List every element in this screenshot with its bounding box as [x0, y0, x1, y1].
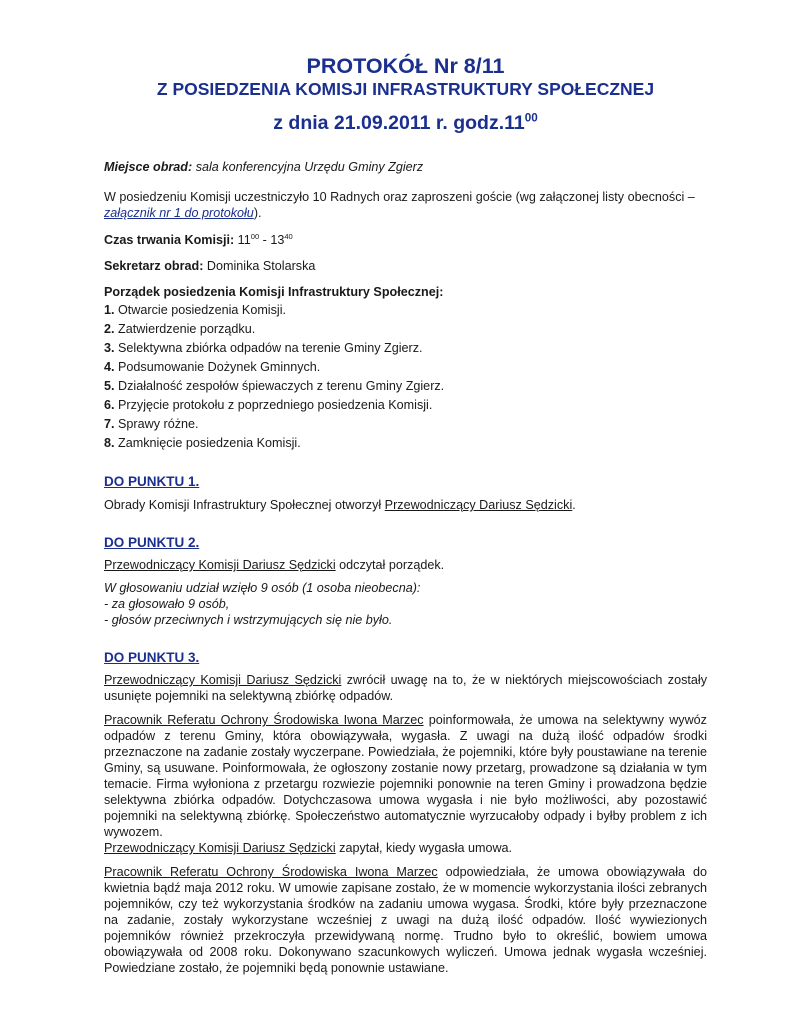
- duration-label: Czas trwania Komisji:: [104, 233, 235, 247]
- agenda-item-number: 5.: [104, 379, 115, 393]
- section-heading-point-3: DO PUNKTU 3.: [104, 650, 200, 665]
- point3-paragraph-3: [104, 840, 707, 856]
- vote-result: [104, 580, 707, 628]
- paragraph-text: zapytał, kiedy wygasła umowa.: [335, 841, 513, 855]
- section-heading-point-2: DO PUNKTU 2.: [104, 535, 200, 550]
- speaker-name: Pracownik Referatu Ochrony Środowiska Iwona Marzec: [104, 865, 438, 879]
- agenda-item: [104, 377, 707, 396]
- agenda-item-number: 1.: [104, 303, 115, 317]
- agenda-item-text: Selektywna zbiórka odpadów na terenie Gminy Zgierz.: [118, 341, 423, 355]
- date-superscript: 00: [524, 111, 538, 125]
- point2-paragraph: [104, 557, 707, 573]
- duration-line: [104, 232, 707, 248]
- agenda-item: [104, 415, 707, 434]
- location-line: [104, 159, 707, 175]
- agenda-item-text: Działalność zespołów śpiewaczych z terenu Gminy Zgierz.: [118, 379, 445, 393]
- agenda-item: [104, 301, 707, 320]
- agenda-item-text: Sprawy różne.: [118, 417, 199, 431]
- agenda-item: [104, 434, 707, 453]
- date-text: z dnia 21.09.2011 r. godz.11: [273, 112, 525, 134]
- secretary-value: Dominika Stolarska: [206, 259, 316, 273]
- agenda-item-text: Zatwierdzenie porządku.: [118, 322, 256, 336]
- paragraph-text: poinformowała, że umowa na selektywny wywóz odpadów z terenu Gminy, która obowiązywała, wygasła. Z uwagi na dużą ilość odpadów środki przeznaczone na zadanie zostały wyczerpane. Powiedziała, że pojemniki, które były poustawiane na terenie Gminy, są usuwane. Poinformowała, że ogłoszony zostanie nowy przetarg, prowadzone są działania w tym temacie. Firma wyłoniona z przetargu rozwiezie pojemniki ponownie na teren Gminy i prowadzona będzie selektywna zbiórka odpadów. Dotychczasowa umowa wygasła i nie było możliwości, aby pozostawić pojemniki na selektywną zbiórkę. Społeczeństwo automatycznie wyrzucałoby odpady i byłby problem z ich wywozem.: [104, 713, 707, 839]
- attendance-text: W posiedzeniu Komisji uczestniczyło 10 Radnych oraz zaproszeni goście (wg załączonej listy obecności –: [104, 190, 695, 204]
- vote-line: - głosów przeciwnych i wstrzymujących się nie było.: [104, 613, 393, 627]
- agenda-item-number: 6.: [104, 398, 115, 412]
- vote-line: - za głosowało 9 osób,: [104, 597, 230, 611]
- attendance-paragraph: [104, 189, 707, 221]
- duration-start-sup: 00: [250, 231, 260, 241]
- vote-line: W głosowaniu udział wzięło 9 osób (1 osoba nieobecna):: [104, 581, 421, 595]
- agenda-item: [104, 320, 707, 339]
- agenda-item-text: Podsumowanie Dożynek Gminnych.: [118, 360, 321, 374]
- agenda-heading: [104, 284, 707, 300]
- section-heading-point-1: DO PUNKTU 1.: [104, 474, 200, 489]
- paragraph-text: zwrócił uwagę na to, że w niektórych miejscowościach zostały usunięte pojemniki na selektywną zbiórkę odpadów.: [104, 673, 708, 703]
- protocol-subtitle: Z POSIEDZENIA KOMISJI INFRASTRUKTURY SPOŁECZNEJ: [156, 79, 655, 99]
- agenda-item-number: 8.: [104, 436, 115, 450]
- attendance-end: ).: [253, 206, 262, 220]
- agenda-item: [104, 339, 707, 358]
- point2-text: odczytał porządek.: [335, 558, 445, 572]
- agenda-item-text: Przyjęcie protokołu z poprzedniego posiedzenia Komisji.: [118, 398, 433, 412]
- speaker-name: Przewodniczący Dariusz Sędzicki: [384, 498, 573, 512]
- agenda-item-number: 3.: [104, 341, 115, 355]
- speaker-name: Pracownik Referatu Ochrony Środowiska Iwona Marzec: [104, 713, 424, 727]
- speaker-name: Przewodniczący Komisji Dariusz Sędzicki: [104, 558, 336, 572]
- agenda-heading-text: Porządek posiedzenia Komisji Infrastruktury Społecznej:: [104, 285, 444, 299]
- point1-end: .: [572, 498, 576, 512]
- location-value: sala konferencyjna Urzędu Gminy Zgierz: [195, 160, 424, 174]
- point3-paragraph-2: [104, 712, 707, 840]
- attachment-link[interactable]: załącznik nr 1 do protokołu: [104, 206, 254, 220]
- duration-end-sup: 40: [284, 231, 293, 241]
- agenda-item-number: 2.: [104, 322, 115, 336]
- agenda-item-number: 4.: [104, 360, 115, 374]
- point1-paragraph: [104, 497, 707, 513]
- point3-paragraph-4: [104, 864, 707, 976]
- duration-start: 11: [237, 233, 251, 247]
- secretary-line: [104, 258, 707, 274]
- point1-text: Obrady Komisji Infrastruktury Społecznej otworzył: [104, 498, 385, 512]
- duration-separator: - 13: [259, 233, 285, 247]
- agenda-item-text: Zamknięcie posiedzenia Komisji.: [118, 436, 301, 450]
- agenda-item-number: 7.: [104, 417, 115, 431]
- agenda-list: [104, 301, 707, 453]
- point3-paragraph-1: [104, 672, 707, 704]
- location-label: Miejsce obrad:: [104, 160, 193, 174]
- protocol-title: PROTOKÓŁ Nr 8/11: [306, 54, 505, 78]
- protocol-date: [104, 112, 707, 135]
- paragraph-text: odpowiedziała, że umowa obowiązywała do kwietnia bądź maja 2012 roku. W umowie zapisane zostało, że w momencie wykorzystania ilości zebranych pojemników, czy też wykorzystania środków na zadaniu umowa wygasa. Środki, które były przeznaczone na zadanie, zostały wykorzystane wcześniej z uwagi na dużą ilość odpadów. Ilość wywiezionych pojemników również przekroczyła przewidywaną normę. Trudno było to określić, bowiem umowa obowiązywała od 2008 roku. Dokonywano szacunkowych wyliczeń. Umowa jednak wygasła wcześniej. Powiedziane zostało, że pojemniki będą ponownie ustawiane.: [104, 865, 707, 975]
- speaker-name: Przewodniczący Komisji Dariusz Sędzicki: [104, 673, 342, 687]
- agenda-item-text: Otwarcie posiedzenia Komisji.: [118, 303, 287, 317]
- speaker-name: Przewodniczący Komisji Dariusz Sędzicki: [104, 841, 336, 855]
- agenda-item: [104, 358, 707, 377]
- secretary-label: Sekretarz obrad:: [104, 259, 204, 273]
- agenda-item: [104, 396, 707, 415]
